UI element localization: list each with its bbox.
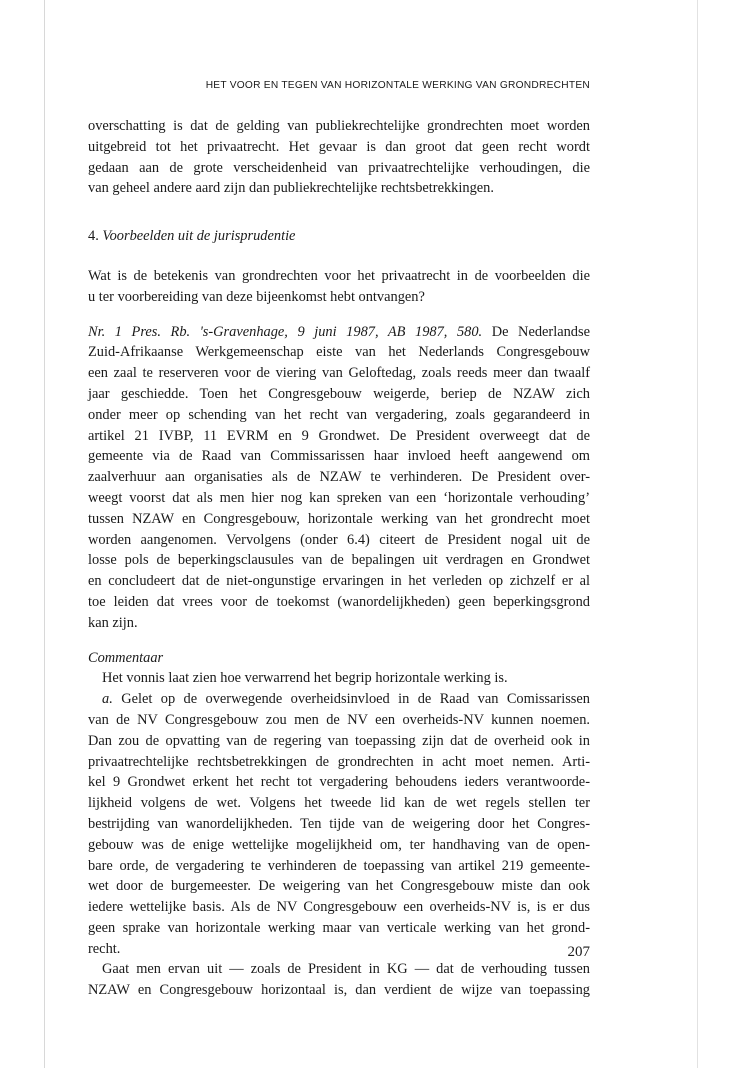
text-line: onder meer op schending van het recht van vergadering, zoals gegarandeerd in <box>88 406 590 423</box>
text-line: jaar geschiedde. Toen het Congresgebouw weigerde, beriep de NZAW zich <box>88 385 590 402</box>
case-citation: Nr. 1 Pres. Rb. 's-Gravenhage, 9 juni 1987, AB 1987, 580. <box>88 323 483 340</box>
text-line: gemeente via de Raad van Commissarissen haar invloed heeft aangewend om <box>88 448 590 465</box>
text-line: weegt voorst dat als men hier nog kan spreken van een ‘horizontale verhouding’ <box>88 489 590 506</box>
case-first-line-rest: De Nederlandse <box>482 323 590 340</box>
text-line: u ter voorbereiding van deze bijeenkomst hebt ontvangen? <box>88 288 425 305</box>
text-line: zaalverhuur aan organisaties als de NZAW te verhinderen. De President over- <box>88 469 590 486</box>
commentary-intro: Het vonnis laat zien hoe verwarrend het begrip horizontale werking is. <box>102 670 508 687</box>
text-line: van geheel andere aard zijn dan publiekrechtelijke rechtsbetrekkingen. <box>88 180 494 197</box>
section-number: 4. <box>88 228 99 245</box>
text-line: recht. <box>88 940 121 957</box>
text-line: uitgebreid tot het privaatrecht. Het gevaar is dan groot dat geen recht wordt <box>88 138 590 155</box>
paragraph-question <box>88 266 590 308</box>
section-title: Voorbeelden uit de jurisprudentie <box>102 228 296 245</box>
text-line: toe leiden dat vrees voor de toekomst (wanordelijkheden) geen beperkingsgrond <box>88 593 590 610</box>
text-line: lijkheid volgens de wet. Volgens het tweede lid kan de wet regels stellen ter <box>88 795 590 812</box>
running-header: HET VOOR EN TEGEN VAN HORIZONTALE WERKING VAN GRONDRECHTEN <box>205 80 590 91</box>
text-line: overschatting is dat de gelding van publiekrechtelijke grondrechten moet worden <box>88 118 590 134</box>
text-line: Dan zou de opvatting van de regering van toepassing zijn dat de overheid ook in <box>88 732 590 749</box>
text-line: geen sprake van horizontale werking maar van verticale werking van het grond- <box>88 919 590 936</box>
page-number: 207 <box>567 944 590 960</box>
text-line: en concludeert dat de niet-ongunstige ervaringen in het verleden op zichzelf er al <box>88 573 590 590</box>
text-line: Wat is de betekenis van grondrechten voor het privaatrecht in de voorbeelden die <box>88 267 590 284</box>
section-heading <box>88 226 590 247</box>
text-line: Zuid-Afrikaanse Werkgemeenschap eiste van het Nederlands Congresgebouw <box>88 344 590 361</box>
text-line: privaatrechtelijke rechtsbetrekkingen de grondrechten in acht moet nemen. Arti- <box>88 753 590 770</box>
text-line: kel 9 Grondwet erkent het recht tot vergadering behoudens ieders verantwoorde- <box>88 774 590 791</box>
text-line: NZAW en Congresgebouw horizontaal is, dan verdient de wijze van toepassing <box>88 982 590 999</box>
text-line: gedaan aan de grote verscheidenheid van privaatrechtelijke verhoudingen, die <box>88 159 590 176</box>
commentary-label: Commentaar <box>88 649 164 666</box>
scan-edge-left <box>44 0 45 1068</box>
text-line <box>88 322 590 343</box>
text-line: kan zijn. <box>88 614 138 631</box>
text-line: worden aangenomen. Vervolgens (onder 6.4) citeert de President nogal uit de <box>88 531 590 548</box>
body-text <box>88 116 590 1001</box>
text-line: bestrijding van wanordelijkheden. Ten tijde van de weigering door het Congres- <box>88 815 590 832</box>
paragraph-case-1 <box>88 322 590 634</box>
text-line: wet door de burgemeester. De weigering van het Congresgebouw miste dan ook <box>88 878 590 895</box>
text-line <box>88 689 590 710</box>
scan-edge-right <box>697 0 698 1068</box>
text-line: gebouw was de enige wettelijke mogelijkheid om, ter handhaving van de open- <box>88 836 590 853</box>
point-a-label: a. <box>102 691 113 708</box>
text-line: van de NV Congresgebouw zou men de NV een overheids-NV kunnen noemen. <box>88 711 590 728</box>
text-line: bare orde, de vergadering te verhinderen de toepassing van artikel 219 gemeente- <box>88 857 590 874</box>
text-line: Gaat men ervan uit — zoals de President in KG — dat de verhouding tussen <box>102 961 590 978</box>
paragraph-overschatting <box>88 116 590 199</box>
text-line: tussen NZAW en Congresgebouw, horizontale werking van het grondrecht moet <box>88 510 590 527</box>
text-line: iedere wettelijke basis. Als de NV Congresgebouw een overheids-NV is, is er dus <box>88 899 590 916</box>
commentary-section <box>88 648 590 1002</box>
point-a-first-rest: Gelet op de overwegende overheidsinvloed in de Raad van Comissarissen <box>112 691 590 708</box>
text-line: een zaal te reserveren voor de viering van Geloftedag, zoals reeds meer dan twaalf <box>88 365 590 382</box>
text-line: losse pols de beperkingsclausules van de bepalingen uit verdragen en Grondwet <box>88 552 590 569</box>
text-line: artikel 21 IVBP, 11 EVRM en 9 Grondwet. De President overweegt dat de <box>88 427 590 444</box>
